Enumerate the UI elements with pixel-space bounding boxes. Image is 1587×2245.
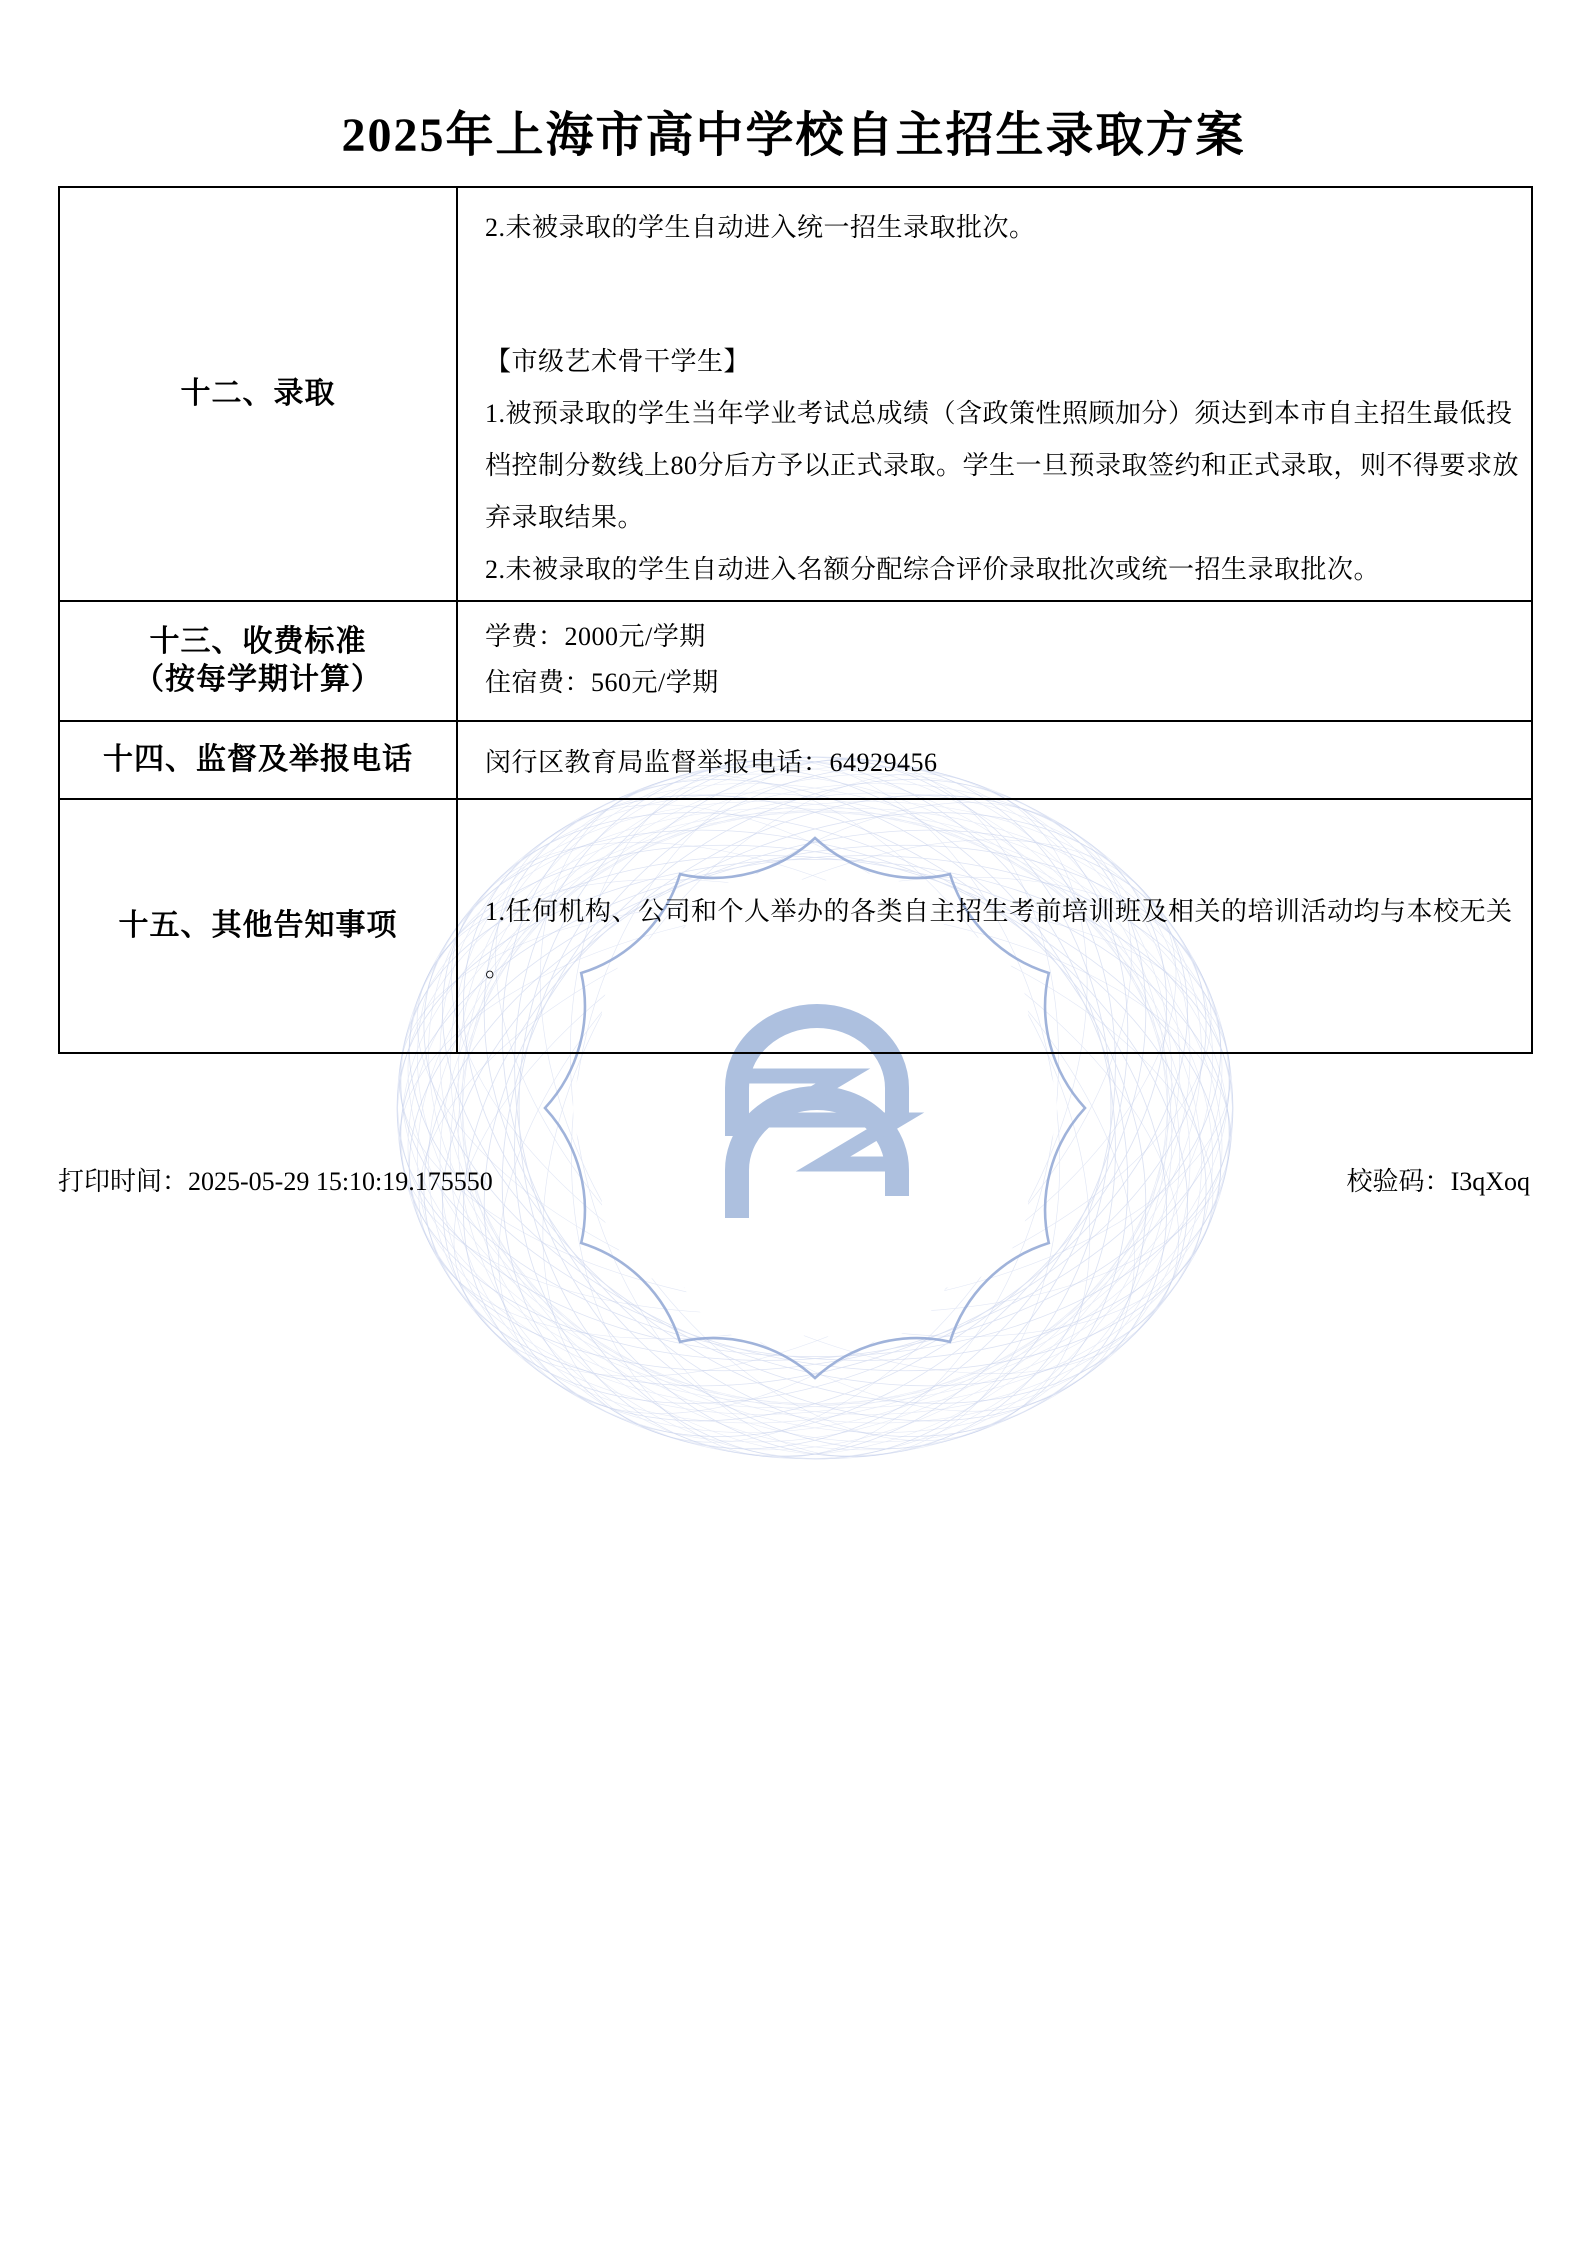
text-line: 1.被预录取的学生当年学业考试总成绩（含政策性照顾加分）须达到本市自主招生最低投 <box>485 399 1513 428</box>
row-label <box>60 722 458 798</box>
text-line: 。 <box>485 953 512 982</box>
text-line: 住宿费：560元/学期 <box>485 668 719 697</box>
row-label <box>60 800 458 1052</box>
print-time-label: 打印时间： <box>58 1167 189 1196</box>
row-label <box>60 188 458 600</box>
table-row-admission <box>60 188 1531 600</box>
row-label-line: 十三、收费标准 <box>149 625 367 658</box>
row-content <box>458 188 1531 600</box>
row-label-line: 十五、其他告知事项 <box>118 909 398 942</box>
checksum <box>1347 1161 1530 1198</box>
text-line: 【市级艺术骨干学生】 <box>485 347 751 376</box>
print-time-value: 2025-05-29 15:10:19.175550 <box>188 1167 493 1196</box>
text-line: 闵行区教育局监督举报电话：64929456 <box>485 747 938 777</box>
table-row-fees <box>60 600 1531 720</box>
row-content <box>458 800 1531 1052</box>
row-label <box>60 602 458 720</box>
checksum-value: I3qXoq <box>1450 1167 1530 1196</box>
text-line: 2.未被录取的学生自动进入统一招生录取批次。 <box>485 213 1036 242</box>
print-time <box>58 1161 493 1198</box>
row-label-line: 十二、录取 <box>180 377 336 410</box>
text-line: 档控制分数线上80分后方予以正式录取。学生一旦预录取签约和正式录取，则不得要求放 <box>485 451 1520 480</box>
text-line: 学费：2000元/学期 <box>485 622 706 651</box>
text-line: 1.任何机构、公司和个人举办的各类自主招生考前培训班及相关的培训活动均与本校无关 <box>485 897 1513 926</box>
row-label-line: 十四、监督及举报电话 <box>103 743 413 776</box>
table-row-other-notices <box>60 798 1531 1052</box>
page-title: 2025年上海市高中学校自主招生录取方案 <box>341 109 1246 162</box>
row-content <box>458 602 1531 720</box>
admission-plan-table <box>58 186 1533 1054</box>
text-line: 弃录取结果。 <box>485 503 645 532</box>
checksum-label: 校验码： <box>1346 1167 1451 1196</box>
row-label-line: （按每学期计算） <box>134 663 382 696</box>
text-line: 2.未被录取的学生自动进入名额分配综合评价录取批次或统一招生录取批次。 <box>485 555 1381 584</box>
table-row-supervision-phone <box>60 720 1531 798</box>
row-content <box>458 722 1531 798</box>
